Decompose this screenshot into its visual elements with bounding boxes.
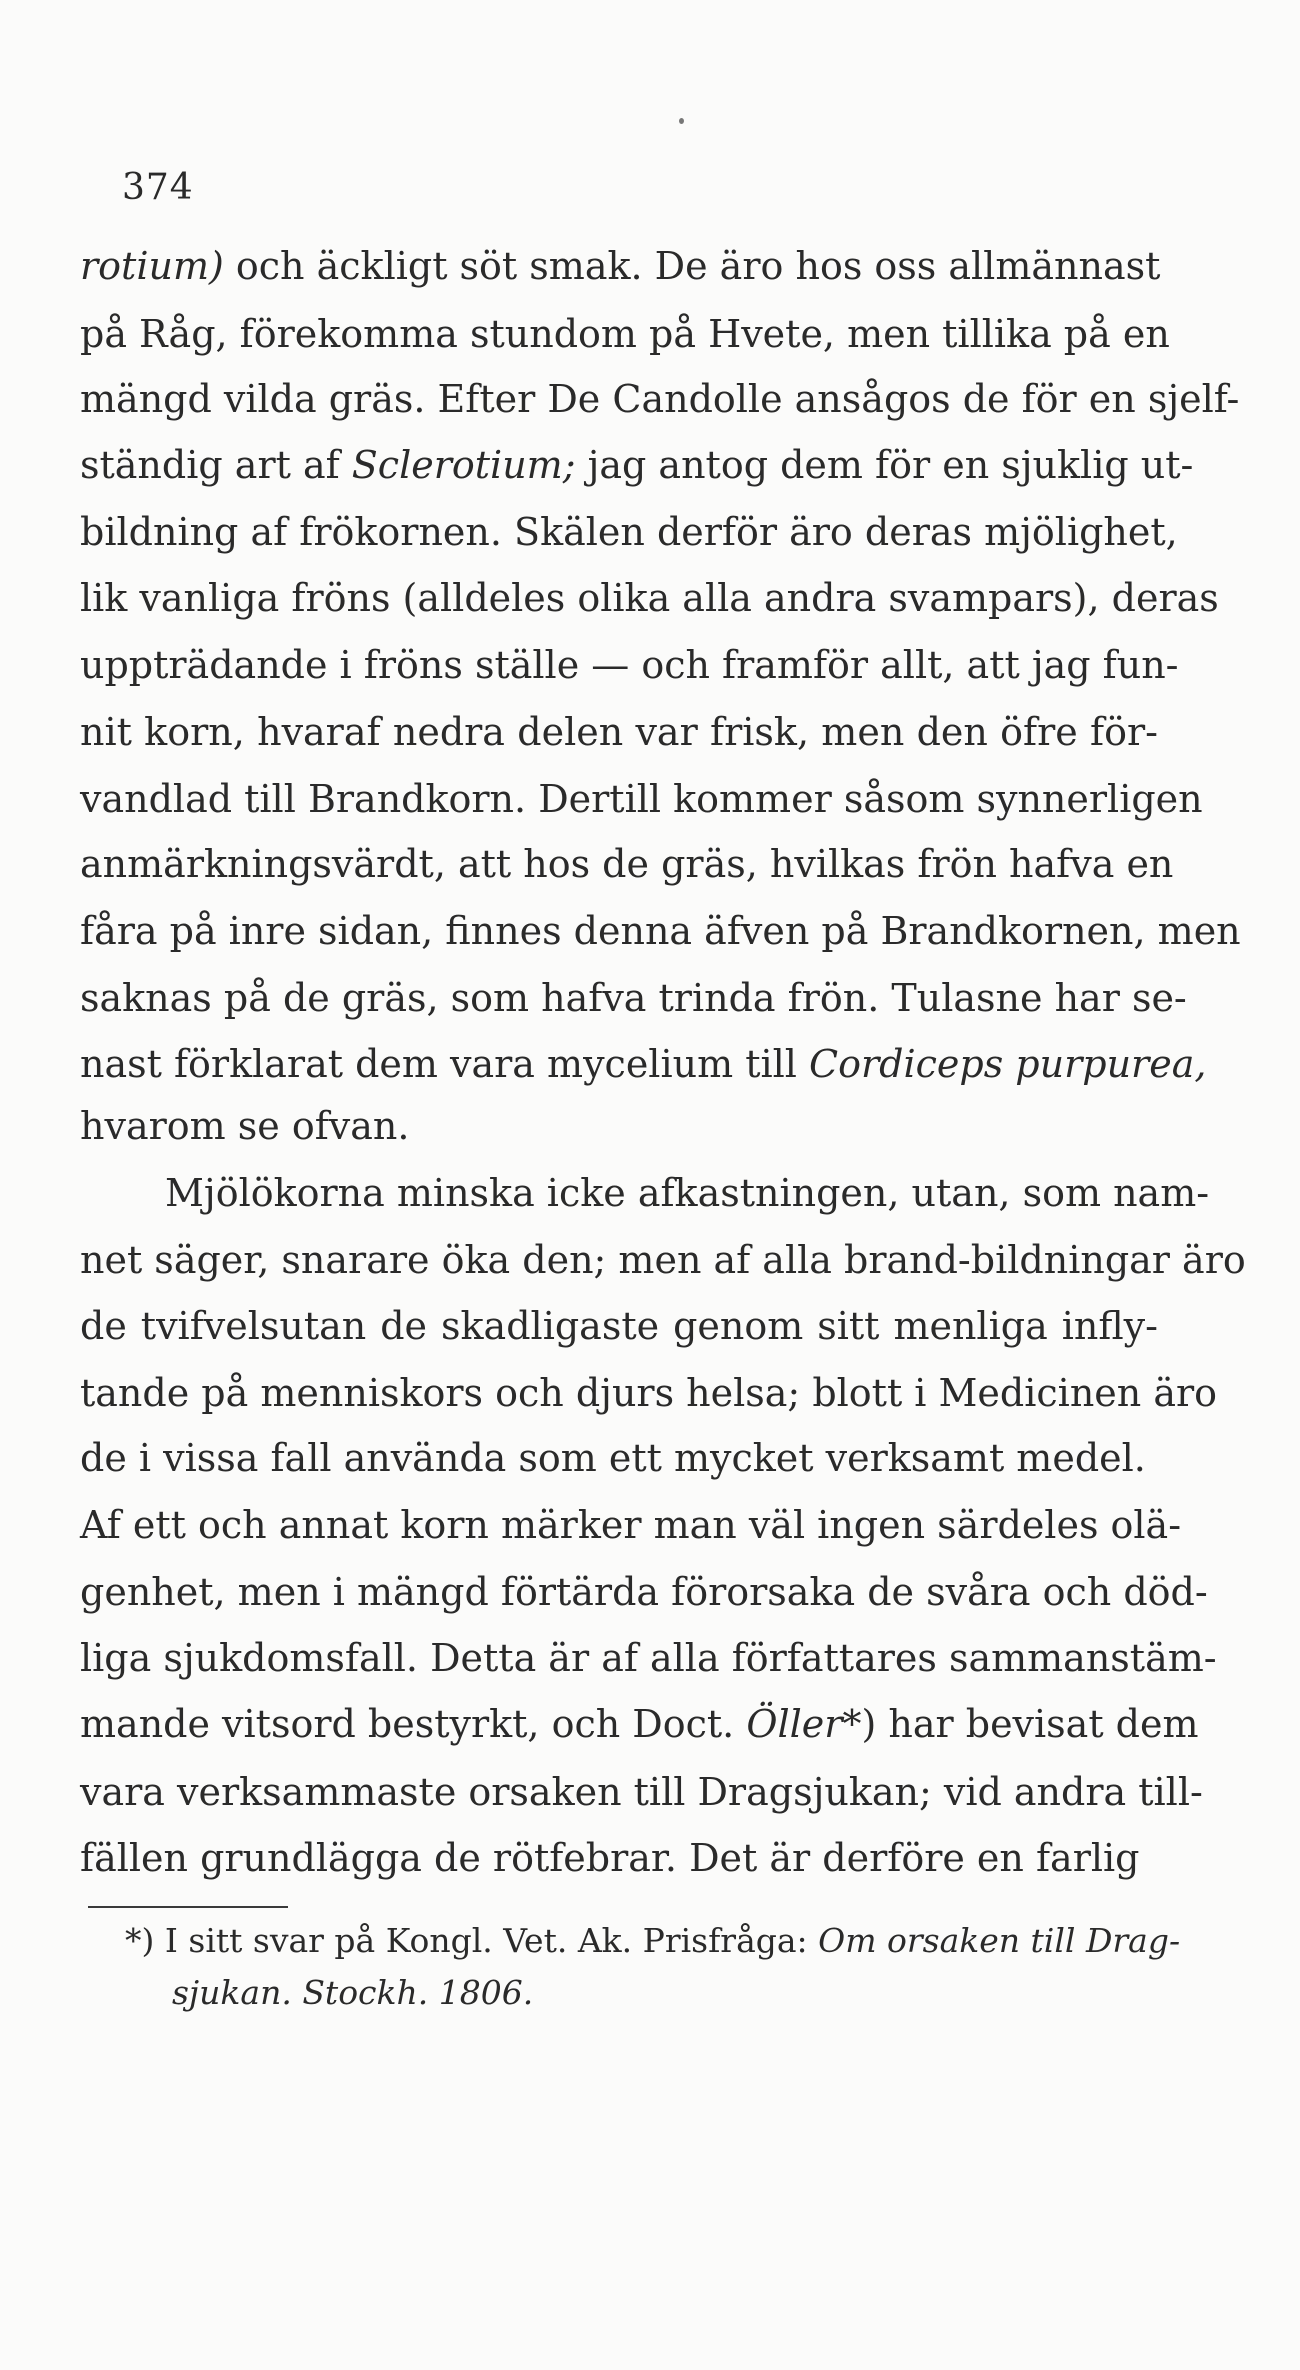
italic-text: sjukan. Stockh. 1806. — [172, 1973, 534, 2012]
text-run: fåra på inre sidan, finnes denna äfven på Brandkornen, men — [80, 909, 1241, 953]
text-run: bildning af frökornen. Skälen derför äro deras mjölighet, — [80, 510, 1178, 554]
text-line — [80, 1236, 1246, 1284]
text-run: jag antog dem för en sjuklig ut- — [575, 443, 1194, 487]
ink-speck — [679, 118, 684, 124]
text-run: fällen grundlägga de rötfebrar. Det är derföre en farlig — [80, 1836, 1140, 1880]
text-run: uppträdande i fröns ställe — och framför allt, att jag fun- — [80, 643, 1179, 687]
text-line — [80, 242, 1161, 290]
text-run: på Råg, förekomma stundom på Hvete, men tillika på en — [80, 312, 1170, 356]
text-line — [80, 907, 1241, 955]
text-run: nit korn, hvaraf nedra delen var frisk, men den öfre för- — [80, 710, 1158, 754]
text-run: *) har bevisat dem — [842, 1702, 1199, 1746]
text-run: Mjölökorna minska icke afkastningen, utan, som nam- — [165, 1171, 1210, 1215]
text-line — [80, 1700, 1199, 1748]
text-run: genhet, men i mängd förtärda förorsaka de svåra och död- — [80, 1570, 1208, 1614]
text-line — [80, 1040, 1207, 1088]
footnote-rule — [88, 1906, 288, 1908]
text-line — [80, 708, 1158, 756]
italic-text: rotium) — [80, 244, 224, 288]
italic-text: Sclerotium; — [351, 443, 576, 487]
footnote-line — [172, 1972, 572, 2014]
text-run: ständig art af — [80, 443, 352, 487]
text-line — [80, 1302, 1158, 1350]
text-line — [80, 641, 1179, 689]
text-run: *) I sitt svar på Kongl. Vet. Ak. Prisfråga: — [125, 1921, 819, 1960]
text-run: saknas på de gräs, som hafva trinda frön. Tulasne har se- — [80, 976, 1187, 1020]
text-run: net säger, snarare öka den; men af alla brand-bildningar äro — [80, 1238, 1246, 1282]
text-line — [80, 974, 1187, 1022]
text-line — [80, 1768, 1203, 1816]
text-run: mängd vilda gräs. Efter De Candolle ansågos de för en sjelf- — [80, 377, 1240, 421]
text-line — [80, 310, 1170, 358]
text-run: anmärkningsvärdt, att hos de gräs, hvilkas frön hafva en — [80, 842, 1174, 886]
italic-text: Om orsaken till Drag- — [818, 1921, 1181, 1960]
text-line — [80, 1568, 1208, 1616]
text-run: hvarom se ofvan. — [80, 1104, 410, 1148]
italic-text: Öller — [746, 1702, 843, 1746]
text-line — [80, 1501, 1182, 1549]
text-run: vandlad till Brandkorn. Dertill kommer såsom synnerligen — [80, 777, 1203, 821]
italic-text: Cordiceps purpurea, — [809, 1042, 1207, 1086]
text-run: liga sjukdomsfall. Detta är af alla författares sammanstäm- — [80, 1636, 1217, 1680]
text-run: tande på menniskors och djurs helsa; blott i Medicinen äro — [80, 1371, 1218, 1415]
text-line — [80, 1434, 1158, 1482]
text-line — [80, 1369, 1218, 1417]
text-run: lik vanliga fröns (alldeles olika alla andra svampars), deras — [80, 576, 1219, 620]
text-line — [80, 775, 1203, 823]
text-line — [80, 375, 1240, 423]
text-run: vara verksammaste orsaken till Dragsjukan; vid andra till- — [80, 1770, 1203, 1814]
text-line — [80, 1834, 1158, 1882]
text-line — [165, 1169, 1210, 1217]
text-run: och äckligt söt smak. De äro hos oss allmännast — [223, 244, 1161, 288]
text-line — [80, 1102, 1158, 1150]
text-line — [80, 441, 1194, 489]
text-run: nast förklarat dem vara mycelium till — [80, 1042, 810, 1086]
text-line — [80, 508, 1178, 556]
text-run: de i vissa fall använda som ett mycket verksamt medel. — [80, 1436, 1146, 1480]
footnote-line — [125, 1920, 1181, 1962]
page-number: 374 — [122, 167, 194, 208]
text-run: de tvifvelsutan de skadligaste genom sitt menliga infly- — [80, 1304, 1158, 1348]
text-line — [80, 840, 1174, 888]
text-run: mande vitsord bestyrkt, och Doct. — [80, 1702, 747, 1746]
text-run: Af ett och annat korn märker man väl ingen särdeles olä- — [80, 1503, 1182, 1547]
text-line — [80, 1634, 1217, 1682]
text-line — [80, 574, 1219, 622]
